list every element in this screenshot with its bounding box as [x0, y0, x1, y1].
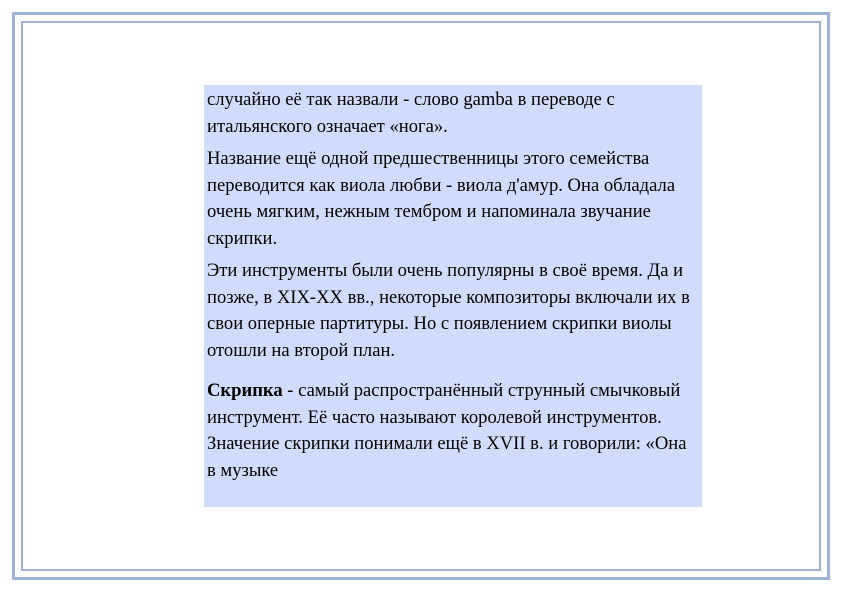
paragraph-4-text: - самый распространённый струнный смычковый инструмент. Её часто называют королевой инструментов. Значение скрипки понимали ещё в XVII в. и говорили: «Она в музыке [207, 380, 687, 481]
paragraph-2 [207, 146, 696, 252]
paragraph-3 [207, 258, 696, 364]
highlighted-text-block [204, 85, 702, 507]
paragraph-1 [207, 87, 696, 140]
paragraph-4-term: Скрипка [207, 380, 283, 401]
paragraph-2-text: Название ещё одной предшественницы этого семейства переводится как виола любви - виола д'амур. Она обладала очень мягким, нежным тембром и напоминала звучание скрипки. [207, 148, 676, 249]
paragraph-4 [207, 378, 696, 484]
paragraph-3-text: Эти инструменты были очень популярны в своё время. Да и позже, в XIX-XX вв., некоторые композиторы включали их в свои оперные партитуры. Но с появлением скрипки виолы отошли на второй план. [207, 260, 690, 361]
paragraph-1-text: случайно её так назвали - слово gamba в переводе с итальянского означает «нога». [207, 89, 615, 137]
